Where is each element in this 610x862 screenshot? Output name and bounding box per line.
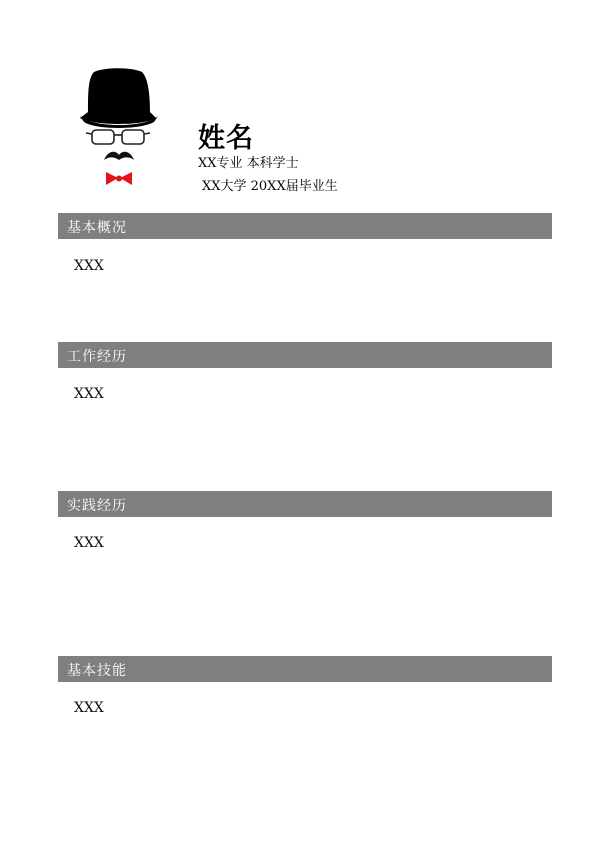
- section-header-basic-overview: [58, 213, 552, 239]
- avatar: [74, 68, 164, 190]
- section-content-practice-experience: XXX: [74, 535, 104, 551]
- section-header-basic-skills: [58, 656, 552, 682]
- section-header-practice-experience: [58, 491, 552, 517]
- section-content-basic-skills: XXX: [74, 700, 104, 716]
- section-title: 基本概况: [67, 220, 127, 236]
- candidate-name: 姓名: [198, 123, 254, 154]
- section-header-work-experience: [58, 342, 552, 368]
- section-title: 实践经历: [67, 498, 127, 514]
- section-content-work-experience: XXX: [74, 386, 104, 402]
- major-degree-line: XX专业 本科学士: [198, 156, 299, 171]
- section-content-basic-overview: XXX: [74, 258, 104, 274]
- gentleman-avatar-icon: [74, 68, 164, 190]
- section-title: 工作经历: [67, 349, 127, 365]
- section-title: 基本技能: [67, 663, 127, 679]
- school-graduation-line: XX大学 20XX届毕业生: [202, 179, 338, 194]
